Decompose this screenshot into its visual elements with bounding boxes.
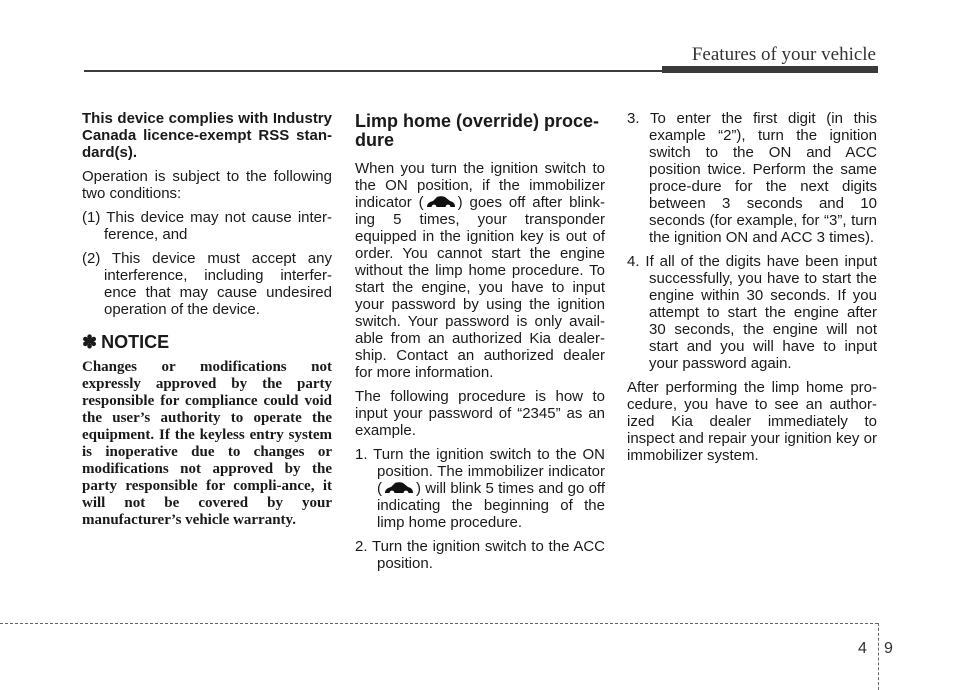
procedure-intro: The following procedure is how to input your password of “2345” as an example. — [355, 388, 605, 439]
notice-text: Changes or modifications not expressly approved by the party responsible for compliance could void the user’s authority to operate the equipment. If the keyless entry system is inoperative due to changes or modifications not approved by the party responsible for compli-ance, it will not be covered by your manufacturer’s vehicle warranty. — [82, 359, 332, 528]
page-number: 9 — [884, 640, 893, 657]
page-header-title: Features of your vehicle — [691, 44, 876, 65]
chapter-number: 4 — [858, 640, 867, 657]
footer-rule — [0, 623, 878, 624]
car-immobilizer-icon — [424, 194, 458, 211]
car-immobilizer-icon — [382, 480, 416, 497]
intro-text-end: ) goes off after blink-ing 5 times, your transponder equipped in the ignition key is out of order. You cannot start the engine without the limp home procedure. To start the engine, you have to input your password by using the ignition switch. Your password is only avail-able from an authorized Kia dealer-ship. Contact an authorized dealer for more information. — [355, 194, 605, 381]
column-left — [82, 110, 332, 529]
notice-star-icon: ✽ — [82, 332, 98, 352]
compliance-statement: This device complies with Industry Canada licence-exempt RSS stan-dard(s). — [82, 110, 332, 161]
notice-title: NOTICE — [101, 332, 170, 352]
notice-heading — [82, 334, 332, 351]
header-rule — [84, 70, 662, 72]
header-rule-accent — [662, 66, 878, 73]
limp-home-heading: Limp home (override) proce-dure — [355, 111, 600, 150]
conditions-intro: Operation is subject to the following two conditions: — [82, 168, 332, 202]
step-2: 2. Turn the ignition switch to the ACC position. — [355, 538, 605, 572]
footer-divider — [878, 623, 879, 690]
step-4: 4. If all of the digits have been input successfully, you have to start the engine within 30 seconds. If you attempt to start the engine after 30 seconds, the engine will not start and you will have to input your password again. — [627, 253, 877, 372]
step-1-text-start: 1. Turn the ignition switch to the ON position. The immobilizer indicator ( — [355, 446, 605, 497]
step-1 — [355, 446, 605, 531]
intro-text-start: When you turn the ignition switch to the ON position, if the immobilizer indicator ( — [355, 160, 605, 211]
condition-item-1: (1) This device may not cause inter-ference, and — [82, 209, 332, 243]
step-1-text-end: ) will blink 5 times and go off indicating the beginning of the limp home procedure. — [377, 480, 605, 531]
column-right — [627, 110, 877, 471]
limp-home-intro — [355, 160, 605, 381]
step-3: 3. To enter the first digit (in this example “2”), turn the ignition switch to the ON and ACC position twice. Perform the same proce-dure for the next digits between 3 seconds and 10 seconds (for example, for “3”, turn the ignition ON and ACC 3 times). — [627, 110, 877, 246]
condition-item-2: (2) This device must accept any interference, including interfer-ence that may cause undesired operation of the device. — [82, 250, 332, 318]
closing-paragraph: After performing the limp home pro-cedure, you have to see an author-ized Kia dealer immediately to inspect and repair your ignition key or immobilizer system. — [627, 379, 877, 464]
column-middle — [355, 110, 605, 579]
